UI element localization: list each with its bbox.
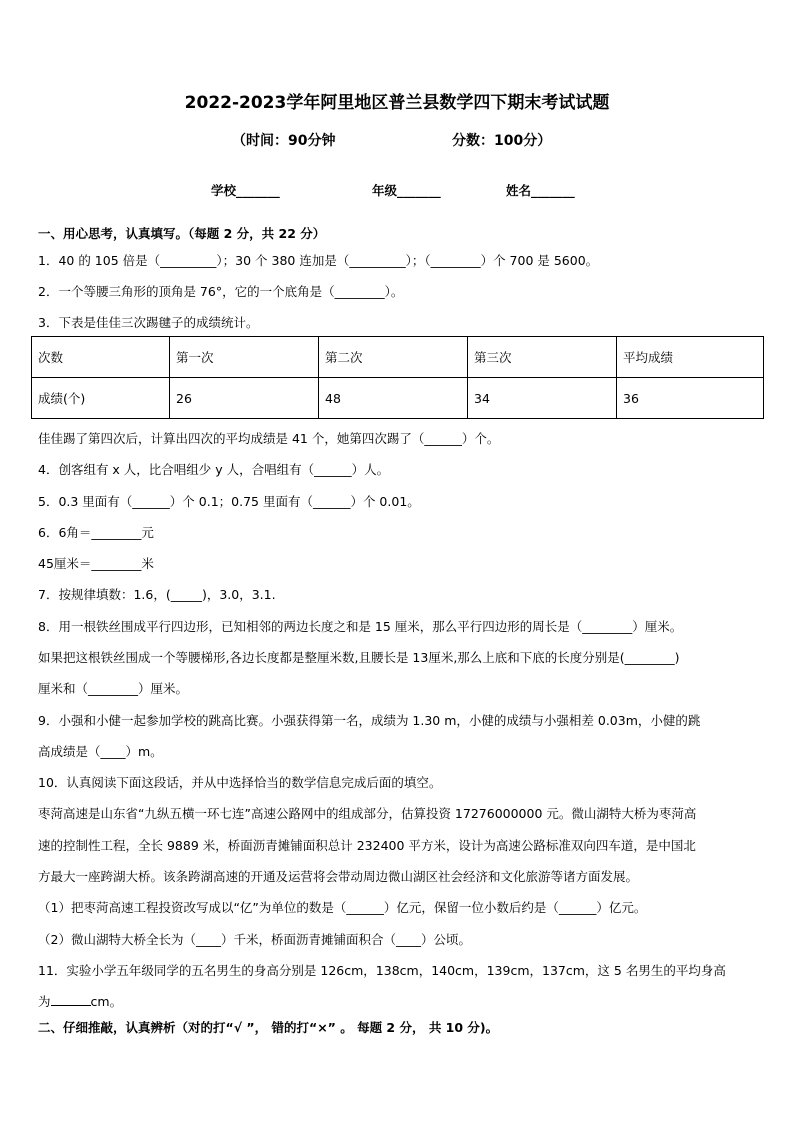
table-cell: 34 [468,378,617,419]
exam-score: 分数：100分） [452,133,552,149]
table-cell: 平均成绩 [617,337,764,378]
table-cell: 36 [617,378,764,419]
question-11-line1: 11．实验小学五年级同学的五名男生的身高分别是 126cm，138cm，140cm，139cm，137cm，这 5 名男生的平均身高 [38,963,726,978]
question-6-line1: 6．6角＝________元 [38,525,154,540]
question-8-line1: 8．用一根铁丝围成平行四边形，已知相邻的两边长度之和是 15 厘米，那么平行四边形的周长是（________）厘米。 [38,619,683,634]
question-2: 2．一个等腰三角形的顶角是 76°，它的一个底角是（________）。 [38,284,404,299]
question-10-sub1: （1）把枣菏高速工程投资改写成以“亿”为单位的数是（______）亿元，保留一位小数后约是（______）亿元。 [38,900,647,915]
question-5: 5．0.3 里面有（______）个 0.1；0.75 里面有（______）个 0.01。 [38,494,420,509]
question-7: 7．按规律填数：1.6，(_____)，3.0，3.1. [38,587,276,602]
question-11-suffix: cm。 [90,994,123,1009]
score-table [31,336,764,419]
answer-blank[interactable] [51,1005,91,1006]
name-field: 姓名_______ [506,183,575,198]
question-9-line2: 高成绩是（____）m。 [38,744,163,759]
table-cell: 成绩(个) [32,378,170,419]
table-header-row [32,337,764,378]
table-cell: 48 [319,378,468,419]
section2-heading: 二、仔细推敲，认真辨析（对的打“√ ”， 错的打“×” 。 每题 2 分， 共 10 分)。 [38,1020,499,1035]
question-10-para1: 枣菏高速是山东省“九纵五横一环七连”高速公路网中的组成部分，估算投资 17276000000 元。微山湖特大桥为枣菏高 [38,806,697,821]
section1-heading: 一、用心思考，认真填写。（每题 2 分，共 22 分） [38,226,326,241]
table-cell: 第三次 [468,337,617,378]
table-cell: 第一次 [170,337,319,378]
question-10-sub2: （2）微山湖特大桥全长为（____）千米，桥面沥青摊铺面积合（____）公顷。 [38,932,471,947]
table-cell: 26 [170,378,319,419]
table-cell: 次数 [32,337,170,378]
exam-time: （时间：90分钟 [232,133,336,149]
table-cell: 第二次 [319,337,468,378]
question-3-intro: 3．下表是佳佳三次踢毽子的成绩统计。 [38,315,259,330]
question-11-prefix: 为 [38,994,51,1009]
school-field: 学校_______ [211,183,280,198]
question-10-para2: 速的控制性工程，全长 9889 米，桥面沥青摊铺面积总计 232400 平方米，设计为高速公路标准双向四车道，是中国北 [38,838,696,853]
question-9-line1: 9．小强和小健一起参加学校的跳高比赛。小强获得第一名，成绩为 1.30 m，小健的成绩与小强相差 0.03m，小健的跳 [38,713,701,728]
page-title: 2022-2023学年阿里地区普兰县数学四下期末考试试题 [184,93,610,113]
question-1: 1．40 的 105 倍是（_________）；30 个 380 连加是（_________）；（________）个 700 是 5600。 [38,253,599,268]
question-8-line2: 如果把这根铁丝围成一个等腰梯形,各边长度都是整厘米数,且腰长是 13厘米,那么上底和下底的长度分别是(________) [38,650,680,665]
question-6-line2: 45厘米＝________米 [38,556,154,571]
question-11-line2 [38,992,122,1010]
question-10-para3: 方最大一座跨湖大桥。该条跨湖高速的开通及运营将会带动周边微山湖区社会经济和文化旅游等诸方面发展。 [38,869,639,884]
grade-field: 年级_______ [372,183,441,198]
question-8-line3: 厘米和（________）厘米。 [38,681,189,696]
question-10-intro: 10．认真阅读下面这段话，并从中选择恰当的数学信息完成后面的填空。 [38,775,442,790]
question-4: 4．创客组有 x 人，比合唱组少 y 人，合唱组有（______）人。 [38,462,390,477]
table-row [32,378,764,419]
question-3-follow: 佳佳踢了第四次后，计算出四次的平均成绩是 41 个，她第四次踢了（______）个。 [38,431,500,446]
